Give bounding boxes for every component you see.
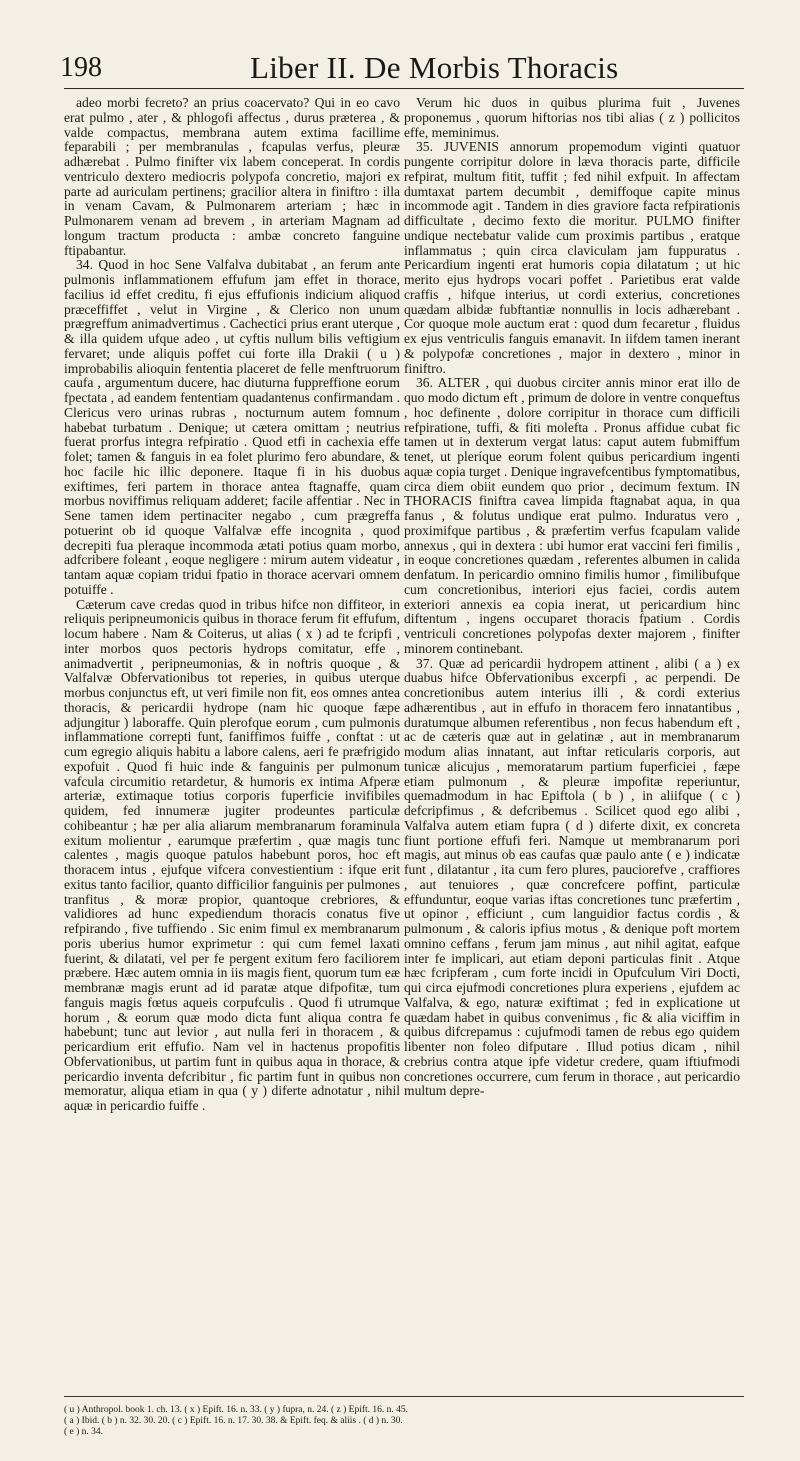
running-title: Liber II. De Morbis Thoracis [250, 50, 619, 85]
paragraph: 37. Quæ ad pericardii hydropem attinent , alibi ( a ) ex duabus hifce Obfervationibus excerpfi , ac perpendi. De concretionibus autem interius illi , & cordi exterius adhærentibus , aut in effufo in thoracem fero innatantibus , duratumque albumen referentibus , non fecus habendum eft , ac de cæteris quæ aut in gelatinæ , aut in membranarum modum alias innatant, aut inftar reticularis corporis, aut tunicæ alicujus , memoratarum partium fuperficiei , fæpe etiam pulmonum , & pleuræ impofitæ reperiuntur, quemadmodum in hac Epiftola ( b ) , in aliifque ( c ) defcripfimus , & defcribemus . Scilicet quod ego alibi , Valfalva autem etiam fupra ( d ) diferte dixit, ex concreta fiunt portione effufi feri. Namque ut membranarum pori magis, aut minus ob eas caufas quæ paulo ante ( e ) indicatæ funt , dilatantur , ita cum fero plures, pauciorefve , craffiores , aut tenuiores , quæ concrefcere poffint, particulæ effunduntur, eoque varias iftas concretiones tunc præfertim , ut opinor , efficiunt , cum languidior factus cordis , & pulmonum , & caloris ipfius motus , & denique poft mortem omnino ceffans , ferum jam minus , aut nihil agitat, eafque inter fe implicari, aut etiam deponi particulas finit . Atque hæc fcripferam , cum forte incidi in Opufculum Viri Docti, qui circa ejufmodi concretiones plura experiens , ejufdem ac Valfalva, & ego, naturæ exiftimat ; fed in explicatione ut quædam habet in quibus convenimus , fic & alia viciffim in quibus difcrepamus : cujufmodi tamen de rebus ego quidem libenter non foleo difputare . Illud potius dicam , nihil crebrius contra atque ipfe videtur credere, quam iftiufmodi concretiones occurrere, cum ferum in thorace , aut pericardio multum depre- [404, 655, 740, 1099]
footnote-line: ( e ) n. 34. [64, 1427, 104, 1437]
paragraph: Verum hic duos in quibus plurima fuit , Juvenes proponemus , quorum hiftorias nos tibi alias ( z ) pollicitos effe, meminimus. [404, 96, 740, 140]
page-header [60, 50, 750, 90]
footnote-line: ( u ) Anthropol. book 1. ch. 13. ( x ) Epift. 16. n. 33. ( y ) fupra, n. 24. ( z ) Epift. 16. n. 45. [64, 1405, 409, 1415]
page-number: 198 [60, 52, 102, 83]
paragraph: Cæterum cave credas quod in tribus hifce non diffiteor, in reliquis peripneumonicis quibus in thorace ferum fit effufum, locum habere . Nam & Coiterus, ut alias ( x ) ad te fcripfi , inter morbos quos pectoris hydrops comitatur, effe , animadvertit , peripneumonias, & in noftris quoque , & Valfalvæ Obfervationibus tot reperies, in quibus uterque morbus conjunctus eft, ut veri fimile non fit, eos omnes antea thoracis, & pericardii hydrope (nam hic quoque fæpe adjungitur ) laboraffe. Quin plerofque eorum , cum pulmonis inflammatione correpti funt, faniffimos fuiffe , conftat : ut cum egregio aliquis habitu a labore calens, aeri fe præfrigido expofuit . Quod fi huic inde & fanguinis per pulmonum vafcula circumitio retardetur, & humoris ex intima Afperæ arteriæ, extimaque totius corporis fuperficie invifibiles quidem, fed innumeræ jugiter prodeuntes particulæ cohibeantur ; hæ per alia aliarum membranarum foraminula exitum molientur , earumque præfertim , quæ magis tunc calentes , magis quoque patulos habebunt poros, hoc eft thoracem intus , ejufque vifcera convestientium : ifque erit exitus tanto facilior, quanto difficilior fanguinis per pulmones tranfitus , & moræ propior, quantoque crebriores, & validiores ad hunc expediendum thoracis conatus five refpirando , five tuffiendo . Sic enim fimul ex membranarum poris uberius humor exprimetur : qui cum femel laxati fuerint, & dilatati, vel per fe pergent exitum fero faciliorem præbere. Hæc autem omnia in iis magis fient, quorum tum eæ membranæ magis erunt ad id paratæ atque difpofitæ, tum fanguis magis fœtus aqueis corpufculis . Quod fi utrumque horum , & eorum quæ modo dicta funt aliqua contra fe habebunt; tunc aut levior , aut nulla feri in thoracem , & pericardium erit effufio. Nam vel in hactenus propofitis Obfervationibus, ut partim funt in quibus aqua in thorace, & pericardio inventa defcribitur , fic partim funt in quibus non memoratur, aliqua etiam in qua ( y ) diferte adnotatur , nihil aquæ in pericardio fuiffe . [64, 596, 400, 1113]
paragraph: 34. Quod in hoc Sene Valfalva dubitabat , an ferum ante pulmonis inflammationem effufum jam effet in thorace, facilius id effet creditu, fi ejus effufionis indicium aliquod præceffiffet , velut in Virgine , & Clerico non unum prægreffum animadvertimus . Cachectici prius erant uterque , & illa quidem ufque adeo , ut cyftis nullum bilis veftigium fervaret; unde aliquis poffet cui forte illa Drakii ( u ) improbabilis alioquin fententia placeret de felle menftruorum caufa , argumentum ducere, hac diuturna fuppreffione eorum fpectata , ad eandem fententiam quadantenus confirmandam . Clericus vero urinas rubras , nocturnum autem fomnum habebat turbatum . Denique; ut cætera omittam ; neutrius fuerat prorfus integra refpiratio . Quod etfi in cachexia effe folet; tamen & fanguis in ea folet plurimo fero abundare, & hoc facile hic illic deponere. Itaque fi in his duobus exiftimes, feri partem in thorace antea ftagnaffe, quam morbus noviffimus reliquam adderet; facile affentiar . Nec in Sene tamen idem pertinaciter negabo , cum prægreffa potuerint ob id quoque Valfalvæ effe incognita , quod decrepiti fua pleraque incommoda ætati potius quam morbo, adfcribere foleant , eoque negligere : mirum autem videatur , tantam aquæ copiam tridui fpatio in thorace acervari omnem potuiffe . [64, 257, 400, 597]
right-text-column [404, 96, 740, 1376]
footnotes [64, 1405, 754, 1438]
paragraph: 36. ALTER , qui duobus circiter annis minor erat illo de quo modo dictum eft , primum de dolore in ventre conqueftus , hoc definente , dolore corripitur in thorace cum difficili refpiratione, tuffi, & fiti molefta . Pronus affidue cubat fic tamen ut in dexterum vergat latus: caput autem fubmiffum tenet, ut pleríque eorum folent quibus pericardium ingenti aquæ copia turget . Denique ingravefcentibus fymptomatibus, circa diem obiit eundem quo prior , decimum fextum. IN THORACIS finiftra cavea limpida ftagnabat aqua, in qua fanus , & folutus undique erat pulmo. Induratus vero , proximifque partibus , & præfertim verfus fcapulam valide annexus , qui in dextera : ubi humor erat vaccini feri fimilis , in eoque concretiones quædam , referentes albumen in calida denfatum. In pericardio omnino fimilis humor , fimilibufque cum concretionibus, interiori ejus faciei, cordis autem exteriori annexis ea copia inerat, ut pericardium hinc diftentum , ingens occuparet thoracis fpatium . Cordis ventriculi concretiones polypofas dexter majorem , finifter minorem continebant. [404, 375, 740, 656]
footnote-rule [64, 1396, 744, 1397]
left-text-column [64, 96, 400, 1386]
paragraph: 35. JUVENIS annorum propemodum viginti quatuor pungente corripitur dolore in læva thoracis parte, difficile refpirat, multum fitit, tuffit ; fed nihil exfpuit. In affectam dumtaxat partem decumbit , demiffoque capite minus incommode agit . Tandem in dies graviore facta refpirationis difficultate , decimo fexto die moritur. PULMO finifter undique nectebatur valide cum proximis partibus , eratque inflammatus ; quin circa claviculam jam fuppuratus . Pericardium ingenti erat humoris copia dilatatum ; ut hic merito ejus hydrops vocari poffet . Parietibus erat valde craffis , hifque interius, ut cordi exterius, concretiones quædam albidæ fubftantiæ nonnullis in locis adhærebant . Cor quoque mole auctum erat : quod dum fecaretur , fluidus ex ejus ventriculis fanguis emanavit. In iifdem tamen inerant & polypofæ concretiones , major in dextero , minor in finiftro. [404, 139, 740, 376]
paragraph: adeo morbi fecreto? an prius coacervato? Qui in eo cavo erat pulmo , ater , & phlogofi affectus , durus præterea , & valde compactus, membrana autem extima facillime feparabili ; per membranulas , fcapulas verfus, pleuræ adhærebat . Pulmo finifter vix labem conceperat. In cordis ventriculo dextero mediocris polypofa concretio, majori ex parte ad auriculam pertinens; gracilior altera in finiftro : illa in venam Cavam, & Pulmonarem arteriam ; hæc in Pulmonarem venam ad brevem , in arteriam Magnam ad longum tractum producta : ambæ concreto fanguine ftipabantur. [64, 96, 400, 258]
footnote-line: ( a ) Ibid. ( b ) n. 32. 30. 20. ( c ) Epift. 16. n. 17. 30. 38. & Epift. feq. & aliis . ( d ) n. 30. [64, 1416, 403, 1426]
header-rule [64, 88, 744, 89]
